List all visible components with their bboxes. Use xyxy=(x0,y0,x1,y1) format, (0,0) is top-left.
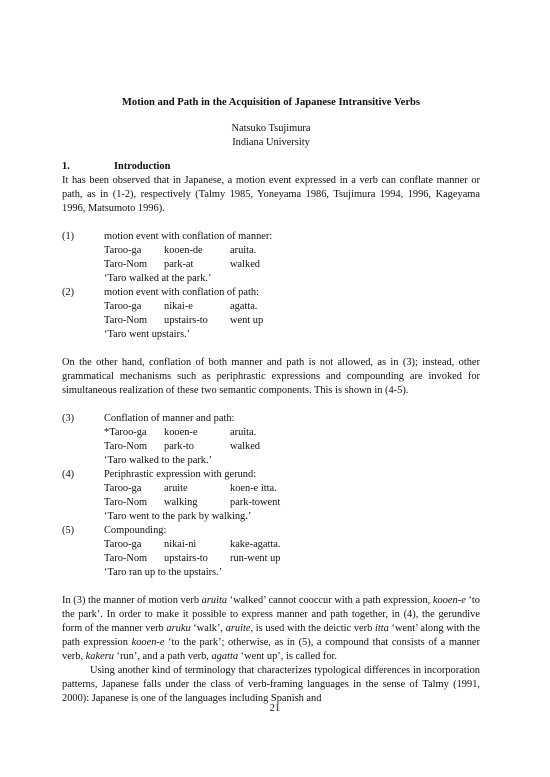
example-number: (4) xyxy=(62,469,75,480)
gloss-line xyxy=(104,440,480,454)
gloss-word: Taro-Nom xyxy=(104,497,148,508)
gloss-word: aruite xyxy=(164,483,188,494)
gloss-word: nikai-ni xyxy=(164,539,197,550)
example-translation: ‘Taro walked to the park.’ xyxy=(104,455,213,466)
author-name: Natsuko Tsujimura xyxy=(231,123,311,134)
gloss-word: *Taroo-ga xyxy=(104,427,147,438)
gloss-line xyxy=(104,426,480,440)
section-title: Introduction xyxy=(114,161,171,172)
example-heading: Conflation of manner and path: xyxy=(104,413,235,424)
gloss-line xyxy=(104,314,480,328)
example-heading: motion event with conflation of manner: xyxy=(104,231,273,242)
paragraph-2: On the other hand, conflation of both manner and path is not allowed, as in (3); instead, other grammatical mechanisms such as periphrastic expressions and compounding are invoked for simultaneous realization of these two semantic components. This is shown in (4-5). xyxy=(62,357,480,396)
gloss-line xyxy=(104,244,480,258)
gloss-word: kooen-de xyxy=(164,245,203,256)
gloss-word: Taro-Nom xyxy=(104,315,148,326)
example-5 xyxy=(62,524,480,580)
example-translation: ‘Taro ran up to the upstairs.’ xyxy=(104,567,223,578)
gloss-word: nikai-e xyxy=(164,301,193,312)
gloss-word: walked xyxy=(230,441,261,452)
gloss-word: Taroo-ga xyxy=(104,301,142,312)
gloss-line xyxy=(104,258,480,272)
gloss-word: aruita. xyxy=(230,245,257,256)
page-body xyxy=(62,96,480,706)
example-heading: Compounding: xyxy=(104,525,167,536)
gloss-word: upstairs-to xyxy=(164,553,208,564)
gloss-word: Taroo-ga xyxy=(104,483,142,494)
section-number: 1. xyxy=(62,161,70,172)
gloss-word: Taroo-ga xyxy=(104,539,142,550)
example-4 xyxy=(62,468,480,524)
gloss-line xyxy=(104,482,480,496)
gloss-line xyxy=(104,538,480,552)
paragraph-1: It has been observed that in Japanese, a motion event expressed in a verb can conflate manner or path, as in (1-2), respectively (Talmy 1985, Yoneyama 1986, Tsujimura 1994, 1996, Kageyama 1996, Matsumoto 1996). xyxy=(62,175,480,214)
gloss-word: Taroo-ga xyxy=(104,245,142,256)
example-translation: ‘Taro walked at the park.’ xyxy=(104,273,212,284)
example-heading: Periphrastic expression with gerund: xyxy=(104,469,257,480)
gloss-word: kake-agatta. xyxy=(230,539,281,550)
page-number: 21 xyxy=(269,703,281,714)
gloss-word: Taro-Nom xyxy=(104,441,148,452)
example-number: (3) xyxy=(62,413,75,424)
example-3 xyxy=(62,412,480,468)
example-2 xyxy=(62,286,480,342)
gloss-word: agatta. xyxy=(230,301,258,312)
example-translation: ‘Taro went to the park by walking.’ xyxy=(104,511,252,522)
example-number: (2) xyxy=(62,287,75,298)
paragraph-4: Using another kind of terminology that characterizes typological differences in incorporation patterns, Japanese falls under the class of verb-framing languages in the sense of Talmy (1991, 2000): Japanese is one of the languages including Spanish and xyxy=(62,665,480,704)
example-number: (1) xyxy=(62,231,75,242)
gloss-line xyxy=(104,300,480,314)
paper-title: Motion and Path in the Acquisition of Japanese Intransitive Verbs xyxy=(121,97,421,108)
gloss-word: walked xyxy=(230,259,261,270)
paragraph-3: In (3) the manner of motion verb aruita ‘walked’ cannot cooccur with a path expression, kooen-e ‘to the park’. In order to make it possible to express manner and path together, in (4), the gerundive form of the manner verb aruku ‘walk’, aruite, is used with the deictic verb itta ‘went’ along with the path expression kooen-e ‘to the park’; otherwise, as in (5), a compound that consists of a manner verb, kakeru ‘run’, and a path verb, agatta ‘went up’, is called for. xyxy=(62,595,481,662)
gloss-word: run-went up xyxy=(230,553,281,564)
gloss-line xyxy=(104,496,480,510)
gloss-word: park-at xyxy=(164,259,194,270)
gloss-word: park-towent xyxy=(230,497,281,508)
gloss-word: aruita. xyxy=(230,427,257,438)
gloss-word: went up xyxy=(230,315,264,326)
gloss-word: park-to xyxy=(164,441,195,452)
gloss-word: kooen-e xyxy=(164,427,198,438)
example-1 xyxy=(62,230,480,286)
gloss-word: walking xyxy=(164,497,198,508)
example-number: (5) xyxy=(62,525,75,536)
author-affiliation: Indiana University xyxy=(232,137,310,148)
section-heading xyxy=(62,160,480,174)
gloss-line xyxy=(104,552,480,566)
gloss-word: Taro-Nom xyxy=(104,553,148,564)
gloss-word: koen-e itta. xyxy=(230,483,277,494)
gloss-word: Taro-Nom xyxy=(104,259,148,270)
example-heading: motion event with conflation of path: xyxy=(104,287,259,298)
gloss-word: upstairs-to xyxy=(164,315,208,326)
example-translation: ‘Taro went upstairs.’ xyxy=(104,329,191,340)
